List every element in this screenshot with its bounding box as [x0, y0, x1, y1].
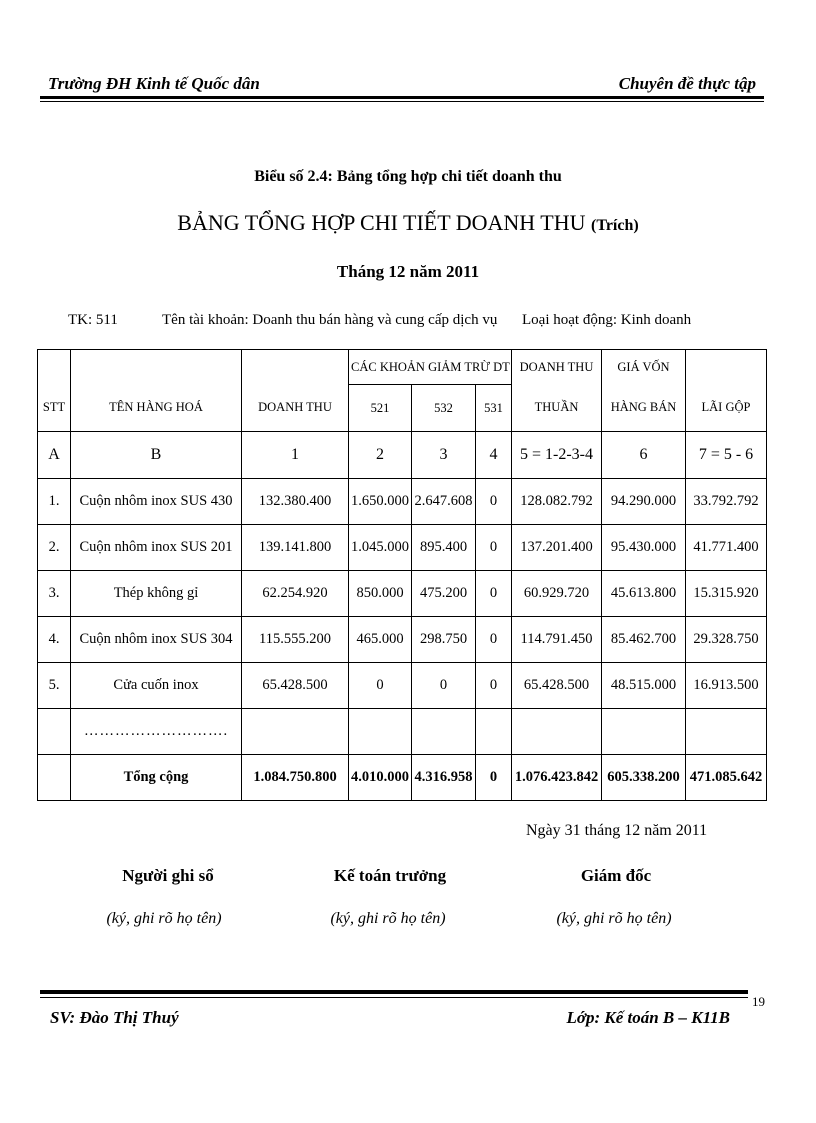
table-row: [38, 479, 767, 525]
page-number: 19: [752, 994, 765, 1009]
header-rule-thin: [40, 101, 764, 102]
header-cost: HÀNG BÁN: [602, 385, 686, 432]
footer-class: Lớp: Kế toán B – K11B: [566, 1008, 730, 1027]
row-item: Cửa cuốn inox: [71, 663, 242, 709]
signer-bookkeeper: Người ghi sổ: [122, 866, 214, 885]
code-cell: 5 = 1-2-3-4: [512, 432, 602, 479]
code-cell: 3: [412, 432, 476, 479]
row-521: 1.650.000: [349, 479, 412, 525]
header-532: 532: [412, 385, 476, 432]
row-531: 0: [476, 617, 512, 663]
blank-cell: [349, 709, 412, 755]
total-revenue: 1.084.750.800: [242, 755, 349, 801]
code-cell: 4: [476, 432, 512, 479]
account-code: TK: 511: [68, 312, 118, 328]
total-net: 1.076.423.842: [512, 755, 602, 801]
table-caption: Biểu số 2.4: Bảng tổng hợp chi tiết doanh thu: [254, 168, 562, 185]
row-532: 475.200: [412, 571, 476, 617]
row-item: Cuộn nhôm inox SUS 430: [71, 479, 242, 525]
report-month: Tháng 12 năm 2011: [336, 262, 480, 281]
header-school: Trường ĐH Kinh tế Quốc dân: [48, 74, 260, 93]
total-532: 4.316.958: [412, 755, 476, 801]
row-cost: 95.430.000: [602, 525, 686, 571]
row-gross: 33.792.792: [686, 479, 767, 525]
header-net: THUẦN: [512, 385, 602, 432]
title-main: BẢNG TỔNG HỢP CHI TIẾT DOANH THU: [177, 210, 586, 235]
row-net: 137.201.400: [512, 525, 602, 571]
header-stt: STT: [38, 385, 71, 432]
row-gross: 15.315.920: [686, 571, 767, 617]
header-stt-top: [38, 350, 71, 385]
row-532: 2.647.608: [412, 479, 476, 525]
code-cell: A: [38, 432, 71, 479]
blank-cell: [412, 709, 476, 755]
row-net: 60.929.720: [512, 571, 602, 617]
footer-rule: [40, 990, 748, 994]
blank-cell: [512, 709, 602, 755]
row-net: 128.082.792: [512, 479, 602, 525]
header-topic: Chuyên đề thực tập: [618, 74, 756, 93]
row-521: 850.000: [349, 571, 412, 617]
table-row: [38, 617, 767, 663]
blank-cell: [686, 709, 767, 755]
row-521: 0: [349, 663, 412, 709]
header-row-top: [38, 350, 767, 385]
header-cost-top: GIÁ VỐN: [602, 350, 686, 385]
table-row: [38, 571, 767, 617]
row-stt: 2.: [38, 525, 71, 571]
row-revenue: 115.555.200: [242, 617, 349, 663]
header-net-top: DOANH THU: [512, 350, 602, 385]
header-revenue-top: [242, 350, 349, 385]
header-521: 521: [349, 385, 412, 432]
table-row: [38, 663, 767, 709]
total-label: Tổng cộng: [71, 755, 242, 801]
row-531: 0: [476, 663, 512, 709]
total-row: [38, 755, 767, 801]
revenue-summary-table: [37, 349, 767, 801]
row-stt: 3.: [38, 571, 71, 617]
row-gross: 29.328.750: [686, 617, 767, 663]
header-deductions: CÁC KHOẢN GIẢM TRỪ DT: [349, 350, 512, 385]
row-item: Cuộn nhôm inox SUS 304: [71, 617, 242, 663]
title-suffix: (Trích): [591, 217, 639, 234]
row-revenue: 65.428.500: [242, 663, 349, 709]
account-activity: Loại hoạt động: Kinh doanh: [522, 312, 692, 328]
code-row: [38, 432, 767, 479]
row-item: Thép không gỉ: [71, 571, 242, 617]
ellipsis-row: [38, 709, 767, 755]
code-cell: 1: [242, 432, 349, 479]
row-stt: 5.: [38, 663, 71, 709]
signer-director: Giám đốc: [580, 866, 652, 885]
code-cell: 2: [349, 432, 412, 479]
ellipsis-cell: ……………………….: [71, 709, 242, 755]
footer-student: SV: Đào Thị Thuý: [50, 1008, 179, 1027]
row-gross: 41.771.400: [686, 525, 767, 571]
blank-cell: [602, 709, 686, 755]
header-rule: [40, 96, 764, 99]
total-531: 0: [476, 755, 512, 801]
total-521: 4.010.000: [349, 755, 412, 801]
row-cost: 45.613.800: [602, 571, 686, 617]
code-cell: 7 = 5 - 6: [686, 432, 767, 479]
account-name: Tên tài khoản: Doanh thu bán hàng và cung cấp dịch vụ: [162, 312, 498, 328]
row-stt: 1.: [38, 479, 71, 525]
row-531: 0: [476, 479, 512, 525]
code-cell: B: [71, 432, 242, 479]
signer-director-note: (ký, ghi rõ họ tên): [556, 910, 672, 927]
row-stt: 4.: [38, 617, 71, 663]
total-stt: [38, 755, 71, 801]
page-title: [0, 210, 816, 236]
total-gross: 471.085.642: [686, 755, 767, 801]
row-item: Cuộn nhôm inox SUS 201: [71, 525, 242, 571]
sign-date: Ngày 31 tháng 12 năm 2011: [526, 822, 708, 839]
row-521: 465.000: [349, 617, 412, 663]
blank-cell: [242, 709, 349, 755]
total-cost: 605.338.200: [602, 755, 686, 801]
table-row: [38, 525, 767, 571]
row-net: 65.428.500: [512, 663, 602, 709]
row-gross: 16.913.500: [686, 663, 767, 709]
row-531: 0: [476, 525, 512, 571]
row-532: 298.750: [412, 617, 476, 663]
footer-rule-thin: [40, 997, 748, 998]
row-cost: 94.290.000: [602, 479, 686, 525]
row-532: 0: [412, 663, 476, 709]
blank-cell: [476, 709, 512, 755]
code-cell: 6: [602, 432, 686, 479]
row-revenue: 132.380.400: [242, 479, 349, 525]
header-revenue: DOANH THU: [242, 385, 349, 432]
signer-chief-accountant-note: (ký, ghi rõ họ tên): [330, 910, 446, 927]
blank-cell: [38, 709, 71, 755]
signer-bookkeeper-note: (ký, ghi rõ họ tên): [106, 910, 222, 927]
signer-chief-accountant: Kế toán trưởng: [333, 866, 447, 885]
header-row-bottom: [38, 385, 767, 432]
header-item: TÊN HÀNG HOÁ: [71, 385, 242, 432]
row-531: 0: [476, 571, 512, 617]
header-531: 531: [476, 385, 512, 432]
row-cost: 48.515.000: [602, 663, 686, 709]
row-532: 895.400: [412, 525, 476, 571]
row-net: 114.791.450: [512, 617, 602, 663]
header-gross: LÃI GỘP: [686, 385, 767, 432]
row-cost: 85.462.700: [602, 617, 686, 663]
row-521: 1.045.000: [349, 525, 412, 571]
row-revenue: 139.141.800: [242, 525, 349, 571]
header-gross-top: [686, 350, 767, 385]
header-item-top: [71, 350, 242, 385]
row-revenue: 62.254.920: [242, 571, 349, 617]
